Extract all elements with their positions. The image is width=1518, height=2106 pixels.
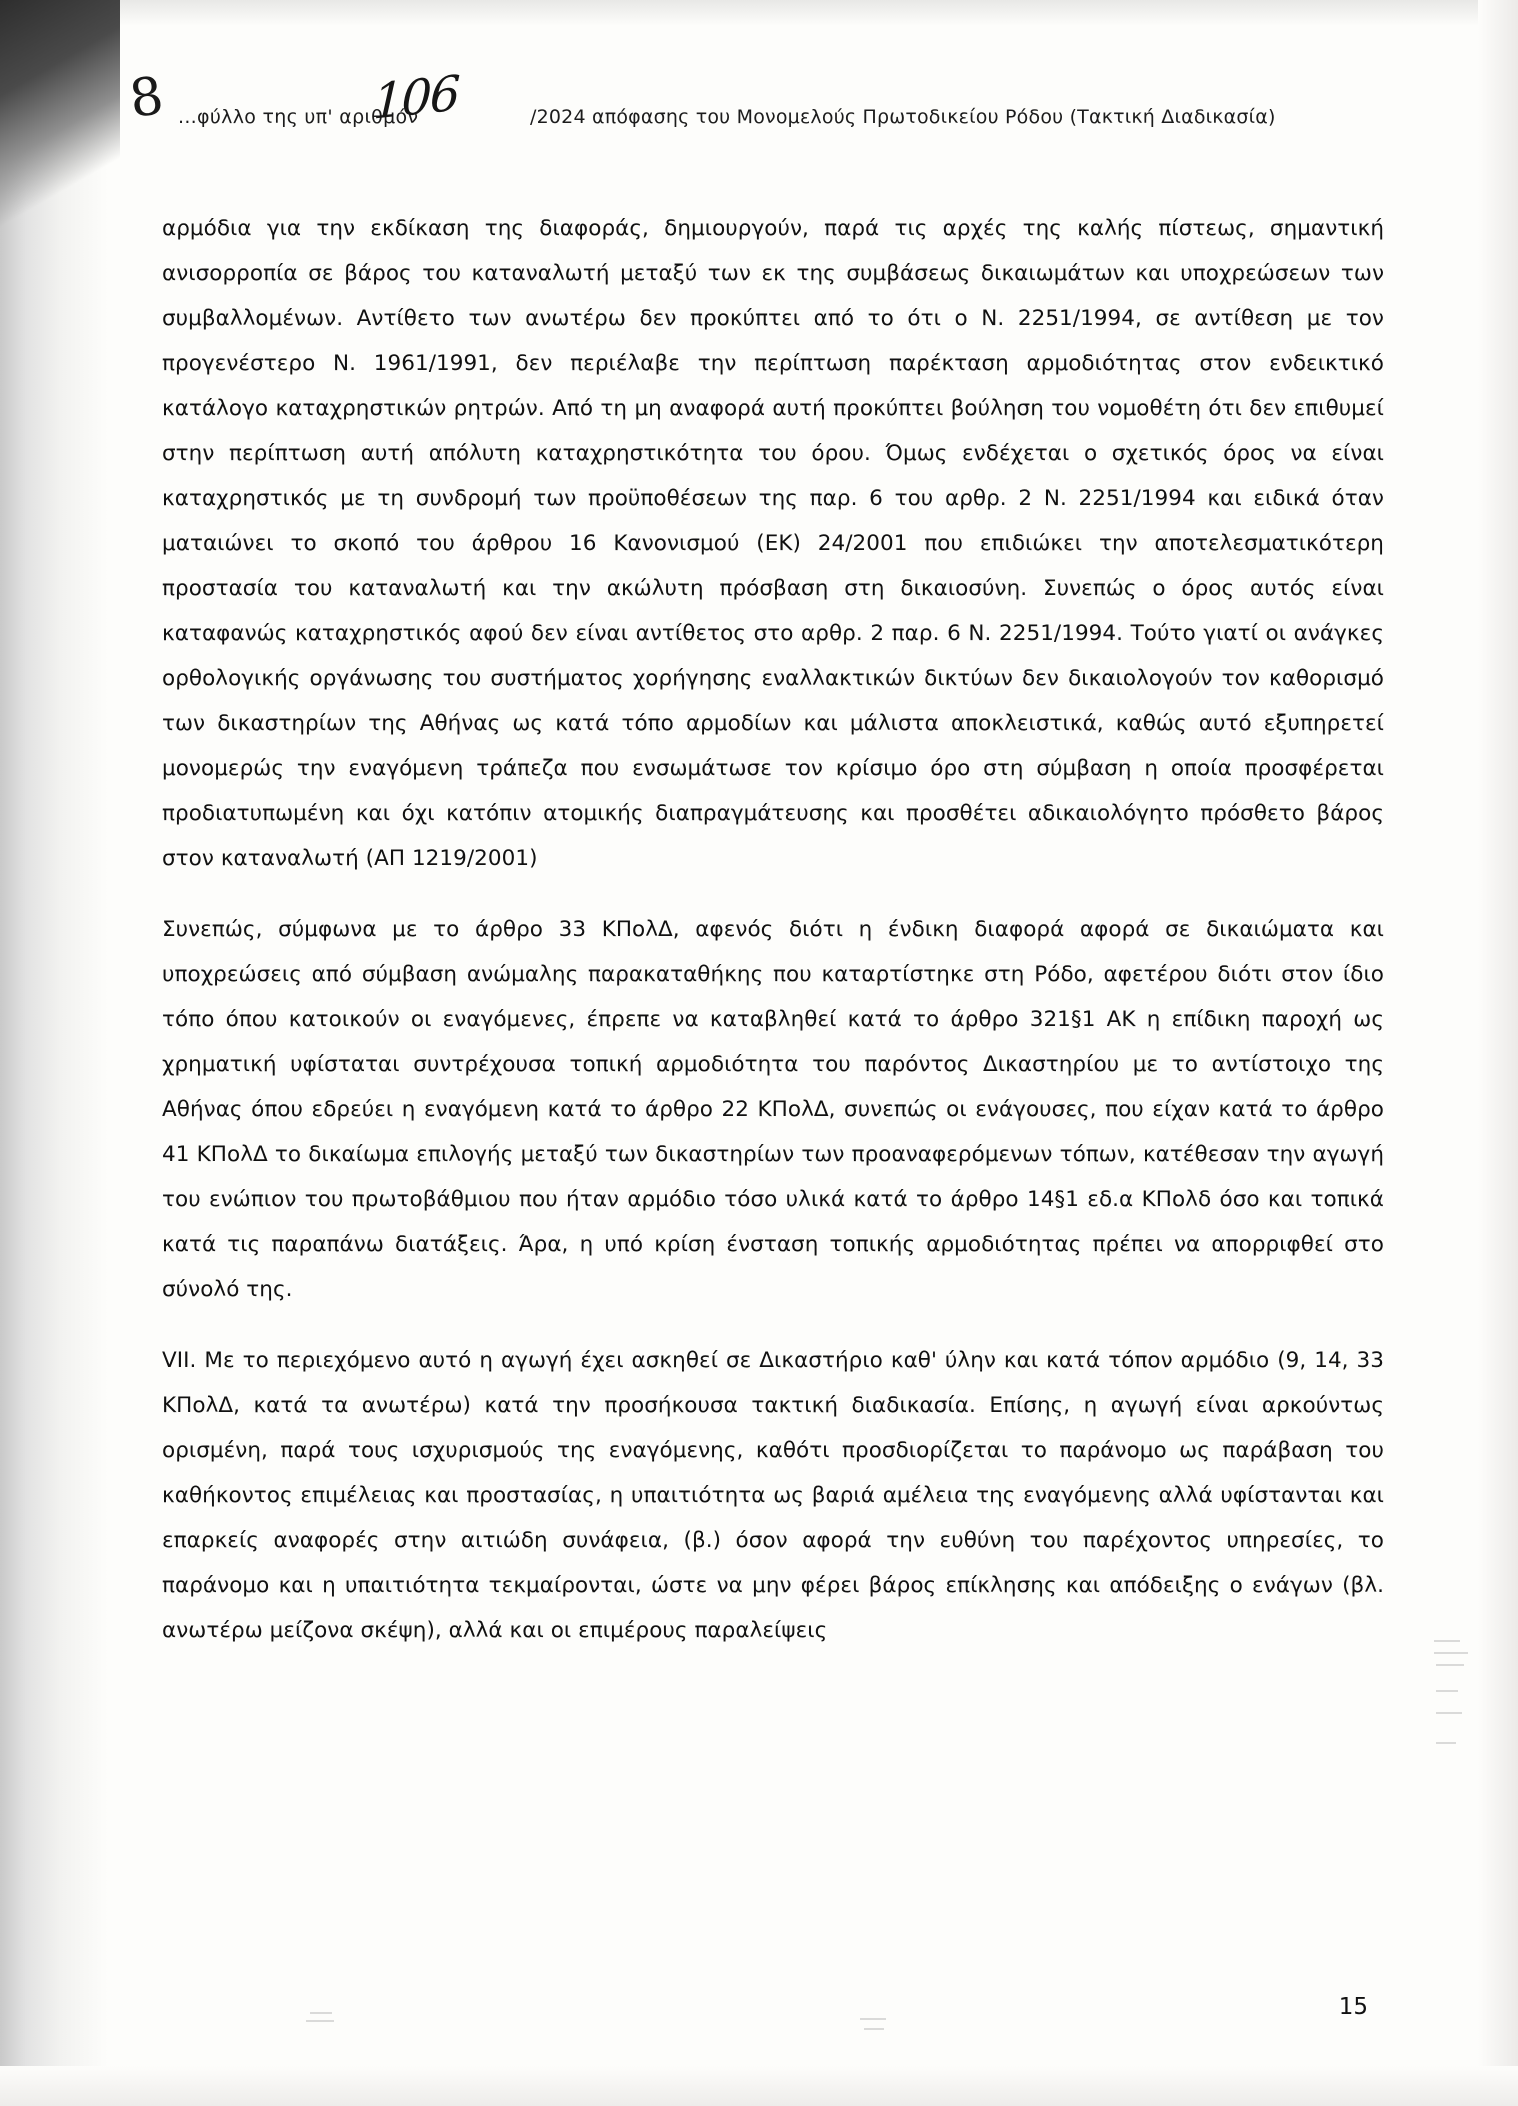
scan-artifact	[860, 2018, 886, 2020]
scan-artifact	[310, 2012, 332, 2014]
scan-edge-right	[1478, 0, 1518, 2106]
scan-artifact	[1436, 1742, 1456, 1744]
scan-corner-shadow	[0, 0, 120, 230]
scan-edge-left	[0, 0, 112, 2106]
scan-artifact	[1434, 1640, 1460, 1642]
scan-edge-top	[0, 0, 1518, 26]
header-prefix-text: ...φύλλο της υπ' αριθμόν	[178, 106, 419, 128]
handwritten-sheet-number: 8	[125, 65, 168, 131]
header-suffix-text: /2024 απόφασης του Μονομελούς Πρωτοδικείου Ρόδου (Τακτική Διαδικασία)	[530, 106, 1276, 128]
scan-artifact	[1434, 1652, 1468, 1654]
document-body	[162, 206, 1384, 1653]
scan-artifact	[306, 2020, 334, 2022]
page-header	[125, 64, 1390, 154]
paragraph: Συνεπώς, σύμφωνα με το άρθρο 33 ΚΠολΔ, αφενός διότι η ένδικη διαφορά αφορά σε δικαιώματα και υποχρεώσεις από σύμβαση ανώμαλης παρακαταθήκης που καταρτίστηκε στη Ρόδο, αφετέρου διότι στον ίδιο τόπο όπου κατοικούν οι εναγόμενες, έπρεπε να καταβληθεί κατά το άρθρο 321§1 ΑΚ η επίδικη παροχή ως χρηματική υφίσταται συντρέχουσα τοπική αρμοδιότητα του παρόντος Δικαστηρίου με το αντίστοιχο της Αθήνας όπου εδρεύει η εναγόμενη κατά το άρθρο 22 ΚΠολΔ, συνεπώς οι ενάγουσες, που είχαν κατά το άρθρο 41 ΚΠολΔ το δικαίωμα επιλογής μεταξύ των δικαστηρίων των προαναφερόμενων τόπων, κατέθεσαν την αγωγή του ενώπιον του πρωτοβάθμιου που ήταν αρμόδιο τόσο υλικά κατά το άρθρο 14§1 εδ.α ΚΠολδ όσο και τοπικά κατά τις παραπάνω διατάξεις. Άρα, η υπό κρίση ένσταση τοπικής αρμοδιότητας πρέπει να απορριφθεί στο σύνολό της.	[162, 917, 1384, 1302]
scan-artifact	[864, 2028, 884, 2030]
scan-artifact	[1436, 1712, 1462, 1714]
scan-edge-bottom	[0, 2066, 1518, 2106]
scan-artifact	[1436, 1664, 1464, 1666]
paragraph: VII. Με το περιεχόμενο αυτό η αγωγή έχει ασκηθεί σε Δικαστήριο καθ' ύλην και κατά τόπον αρμόδιο (9, 14, 33 ΚΠολΔ, κατά τα ανωτέρω) κατά την προσήκουσα τακτική διαδικασία. Επίσης, η αγωγή είναι αρκούντως ορισμένη, παρά τους ισχυρισμούς της εναγόμενης, καθότι προσδιορίζεται το παράνομο ως παράβαση του καθήκοντος επιμέλειας και προστασίας, η υπαιτιότητα ως βαριά αμέλεια της εναγόμενης αλλά υφίστανται και επαρκείς αναφορές στην αιτιώδη συνάφεια, (β.) όσον αφορά την ευθύνη του παρέχοντος υπηρεσίες, το παράνομο και η υπαιτιότητα τεκμαίρονται, ώστε να μην φέρει βάρος επίκλησης και απόδειξης ο ενάγων (βλ. ανωτέρω μείζονα σκέψη), αλλά και οι επιμέρους παραλείψεις	[162, 1348, 1384, 1643]
paragraph: αρμόδια για την εκδίκαση της διαφοράς, δημιουργούν, παρά τις αρχές της καλής πίστεως, σημαντική ανισορροπία σε βάρος του καταναλωτή μεταξύ των εκ της συμβάσεως δικαιωμάτων και υποχρεώσεων των συμβαλλομένων. Αντίθετο των ανωτέρω δεν προκύπτει από το ότι ο Ν. 2251/1994, σε αντίθεση με τον προγενέστερο Ν. 1961/1991, δεν περιέλαβε την περίπτωση παρέκταση αρμοδιότητας στον ενδεικτικό κατάλογο καταχρηστικών ρητρών. Από τη μη αναφορά αυτή προκύπτει βούληση του νομοθέτη ότι δεν επιθυμεί στην περίπτωση αυτή απόλυτη καταχρηστικότητα του όρου. Όμως ενδέχεται ο σχετικός όρος να είναι καταχρηστικός με τη συνδρομή των προϋποθέσεων της παρ. 6 του αρθρ. 2 Ν. 2251/1994 και ειδικά όταν ματαιώνει το σκοπό του άρθρου 16 Κανονισμού (ΕΚ) 24/2001 που επιδιώκει την αποτελεσματικότερη προστασία του καταναλωτή και την ακώλυτη πρόσβαση στη δικαιοσύνη. Συνεπώς ο όρος αυτός είναι καταφανώς καταχρηστικός αφού δεν είναι αντίθετος στο αρθρ. 2 παρ. 6 Ν. 2251/1994. Τούτο γιατί οι ανάγκες ορθολογικής οργάνωσης του συστήματος χορήγησης εναλλακτικών δικτύων δεν δικαιολογούν τον καθορισμό των δικαστηρίων της Αθήνας ως κατά τόπο αρμοδίων και μάλιστα αποκλειστικά, καθώς αυτό εξυπηρετεί μονομερώς την εναγόμενη τράπεζα που ενσωμάτωσε τον κρίσιμο όρο στη σύμβαση η οποία προσφέρεται προδιατυπωμένη και όχι κατόπιν ατομικής διαπραγμάτευσης και προσθέτει αδικαιολόγητο πρόσθετο βάρος στον καταναλωτή (ΑΠ 1219/2001)	[162, 216, 1384, 871]
scan-artifact	[1436, 1690, 1458, 1692]
handwritten-decision-number: 106	[372, 65, 460, 131]
page-number: 15	[1338, 1994, 1368, 2020]
